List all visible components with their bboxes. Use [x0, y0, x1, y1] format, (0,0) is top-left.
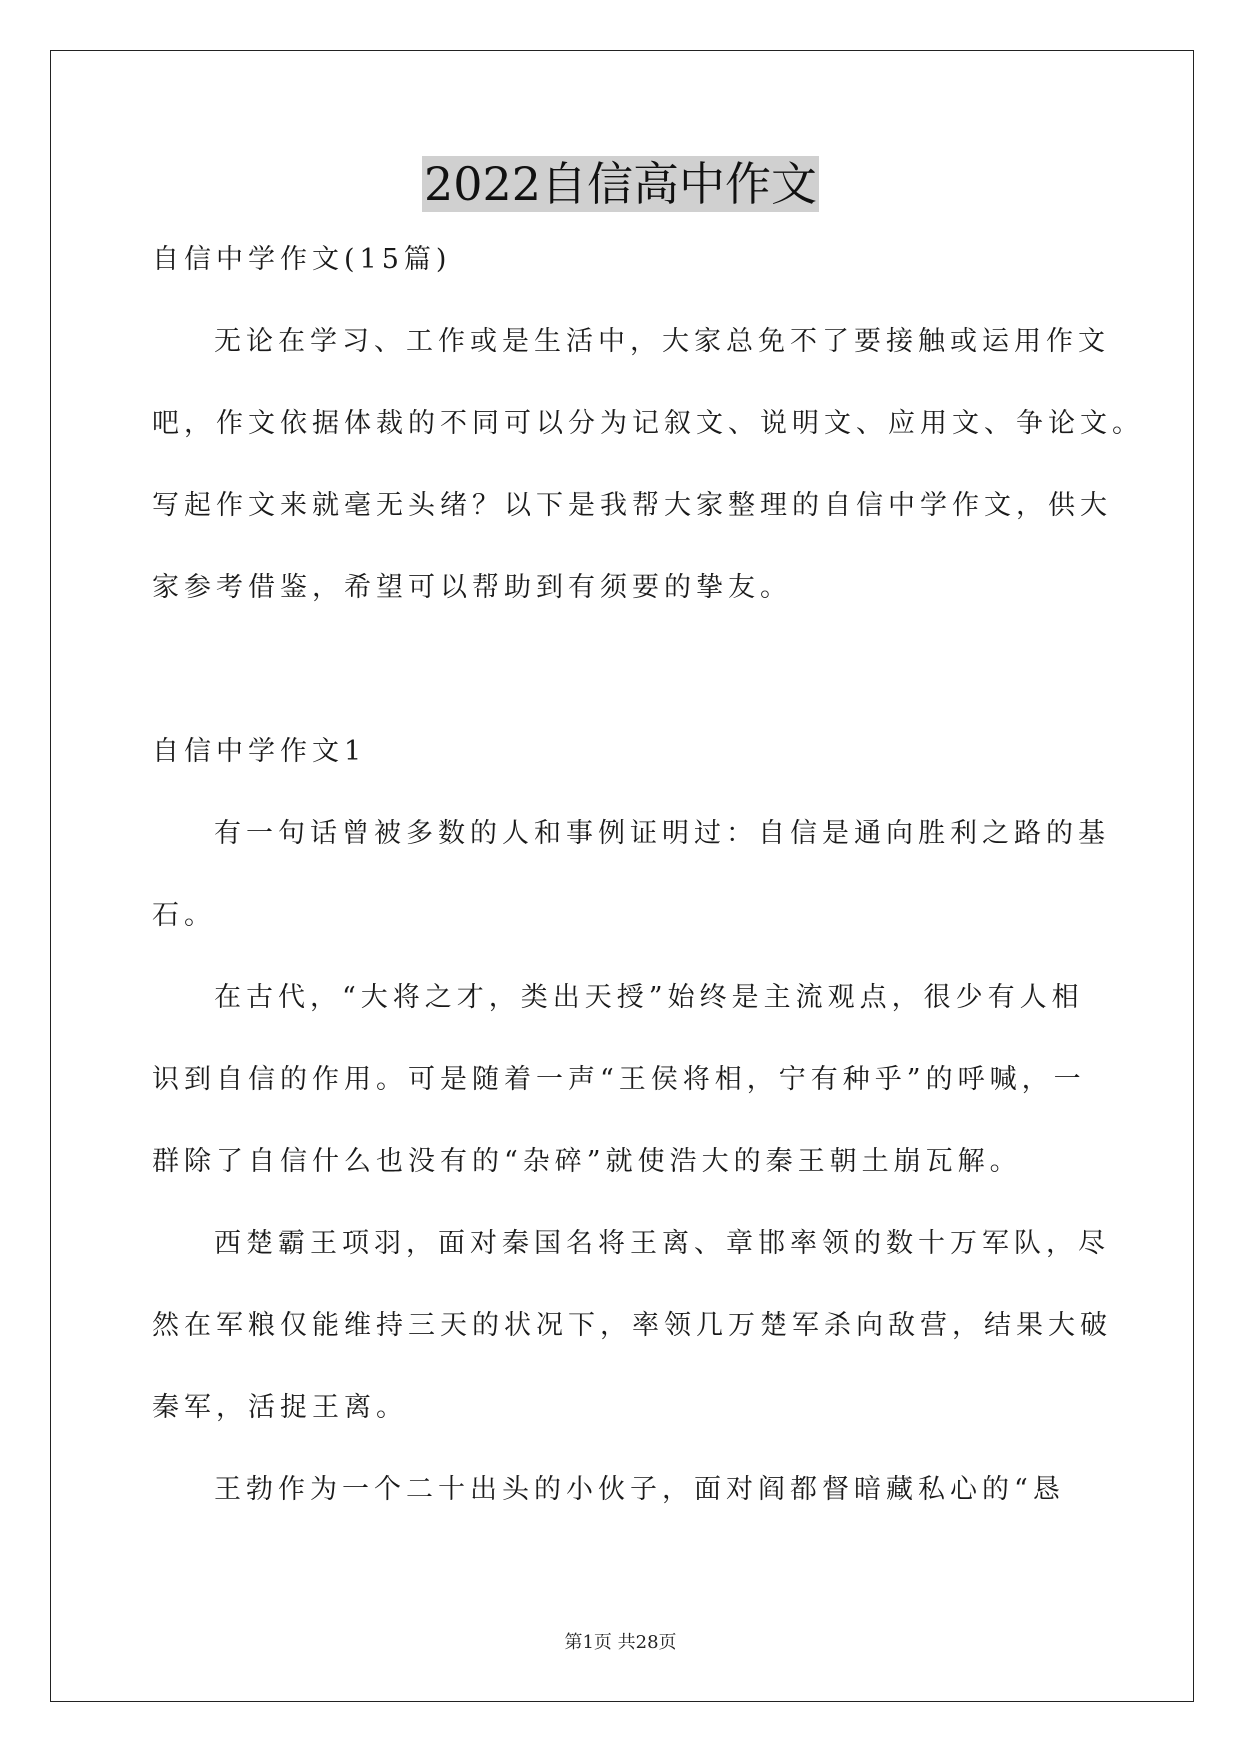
- intro-line: 无论在学习、工作或是生活中，大家总免不了要接触或运用作文: [214, 326, 1110, 357]
- paragraph-line: 有一句话曾被多数的人和事例证明过：自信是通向胜利之路的基: [214, 818, 1110, 849]
- title-wrap: [0, 156, 1241, 212]
- document-title: 2022自信高中作文: [423, 157, 818, 211]
- blank-line: [152, 643, 1092, 725]
- paragraph-line: 识到自信的作用。可是随着一声“王侯将相，宁有种乎”的呼喊，一: [152, 1064, 1086, 1095]
- page-footer: 第1页 共28页: [564, 1632, 677, 1653]
- paragraph-line: 王勃作为一个二十出头的小伙子，面对阎都督暗藏私心的“恳: [214, 1474, 1065, 1505]
- intro-line: 家参考借鉴，希望可以帮助到有须要的挚友。: [152, 572, 792, 603]
- paragraph-line: 秦军，活捉王离。: [152, 1392, 408, 1423]
- intro-line: 吧，作文依据体裁的不同可以分为记叙文、说明文、应用文、争论文。: [152, 408, 1144, 439]
- paragraph-line: 西楚霸王项羽，面对秦国名将王离、章邯率领的数十万军队，尽: [214, 1228, 1110, 1259]
- paragraph-line: 石。: [152, 900, 216, 931]
- intro-line: 写起作文来就毫无头绪？以下是我帮大家整理的自信中学作文，供大: [152, 490, 1112, 521]
- subtitle: 自信中学作文(15篇): [152, 244, 452, 275]
- section-heading: 自信中学作文1: [152, 736, 367, 767]
- paragraph-line: 在古代，“大将之才，类出天授”始终是主流观点，很少有人相: [214, 982, 1084, 1013]
- paragraph-line: 然在军粮仅能维持三天的状况下，率领几万楚军杀向敌营，结果大破: [152, 1310, 1112, 1341]
- paragraph-line: 群除了自信什么也没有的“杂碎”就使浩大的秦王朝土崩瓦解。: [152, 1146, 1022, 1177]
- document-body: [152, 233, 1144, 1545]
